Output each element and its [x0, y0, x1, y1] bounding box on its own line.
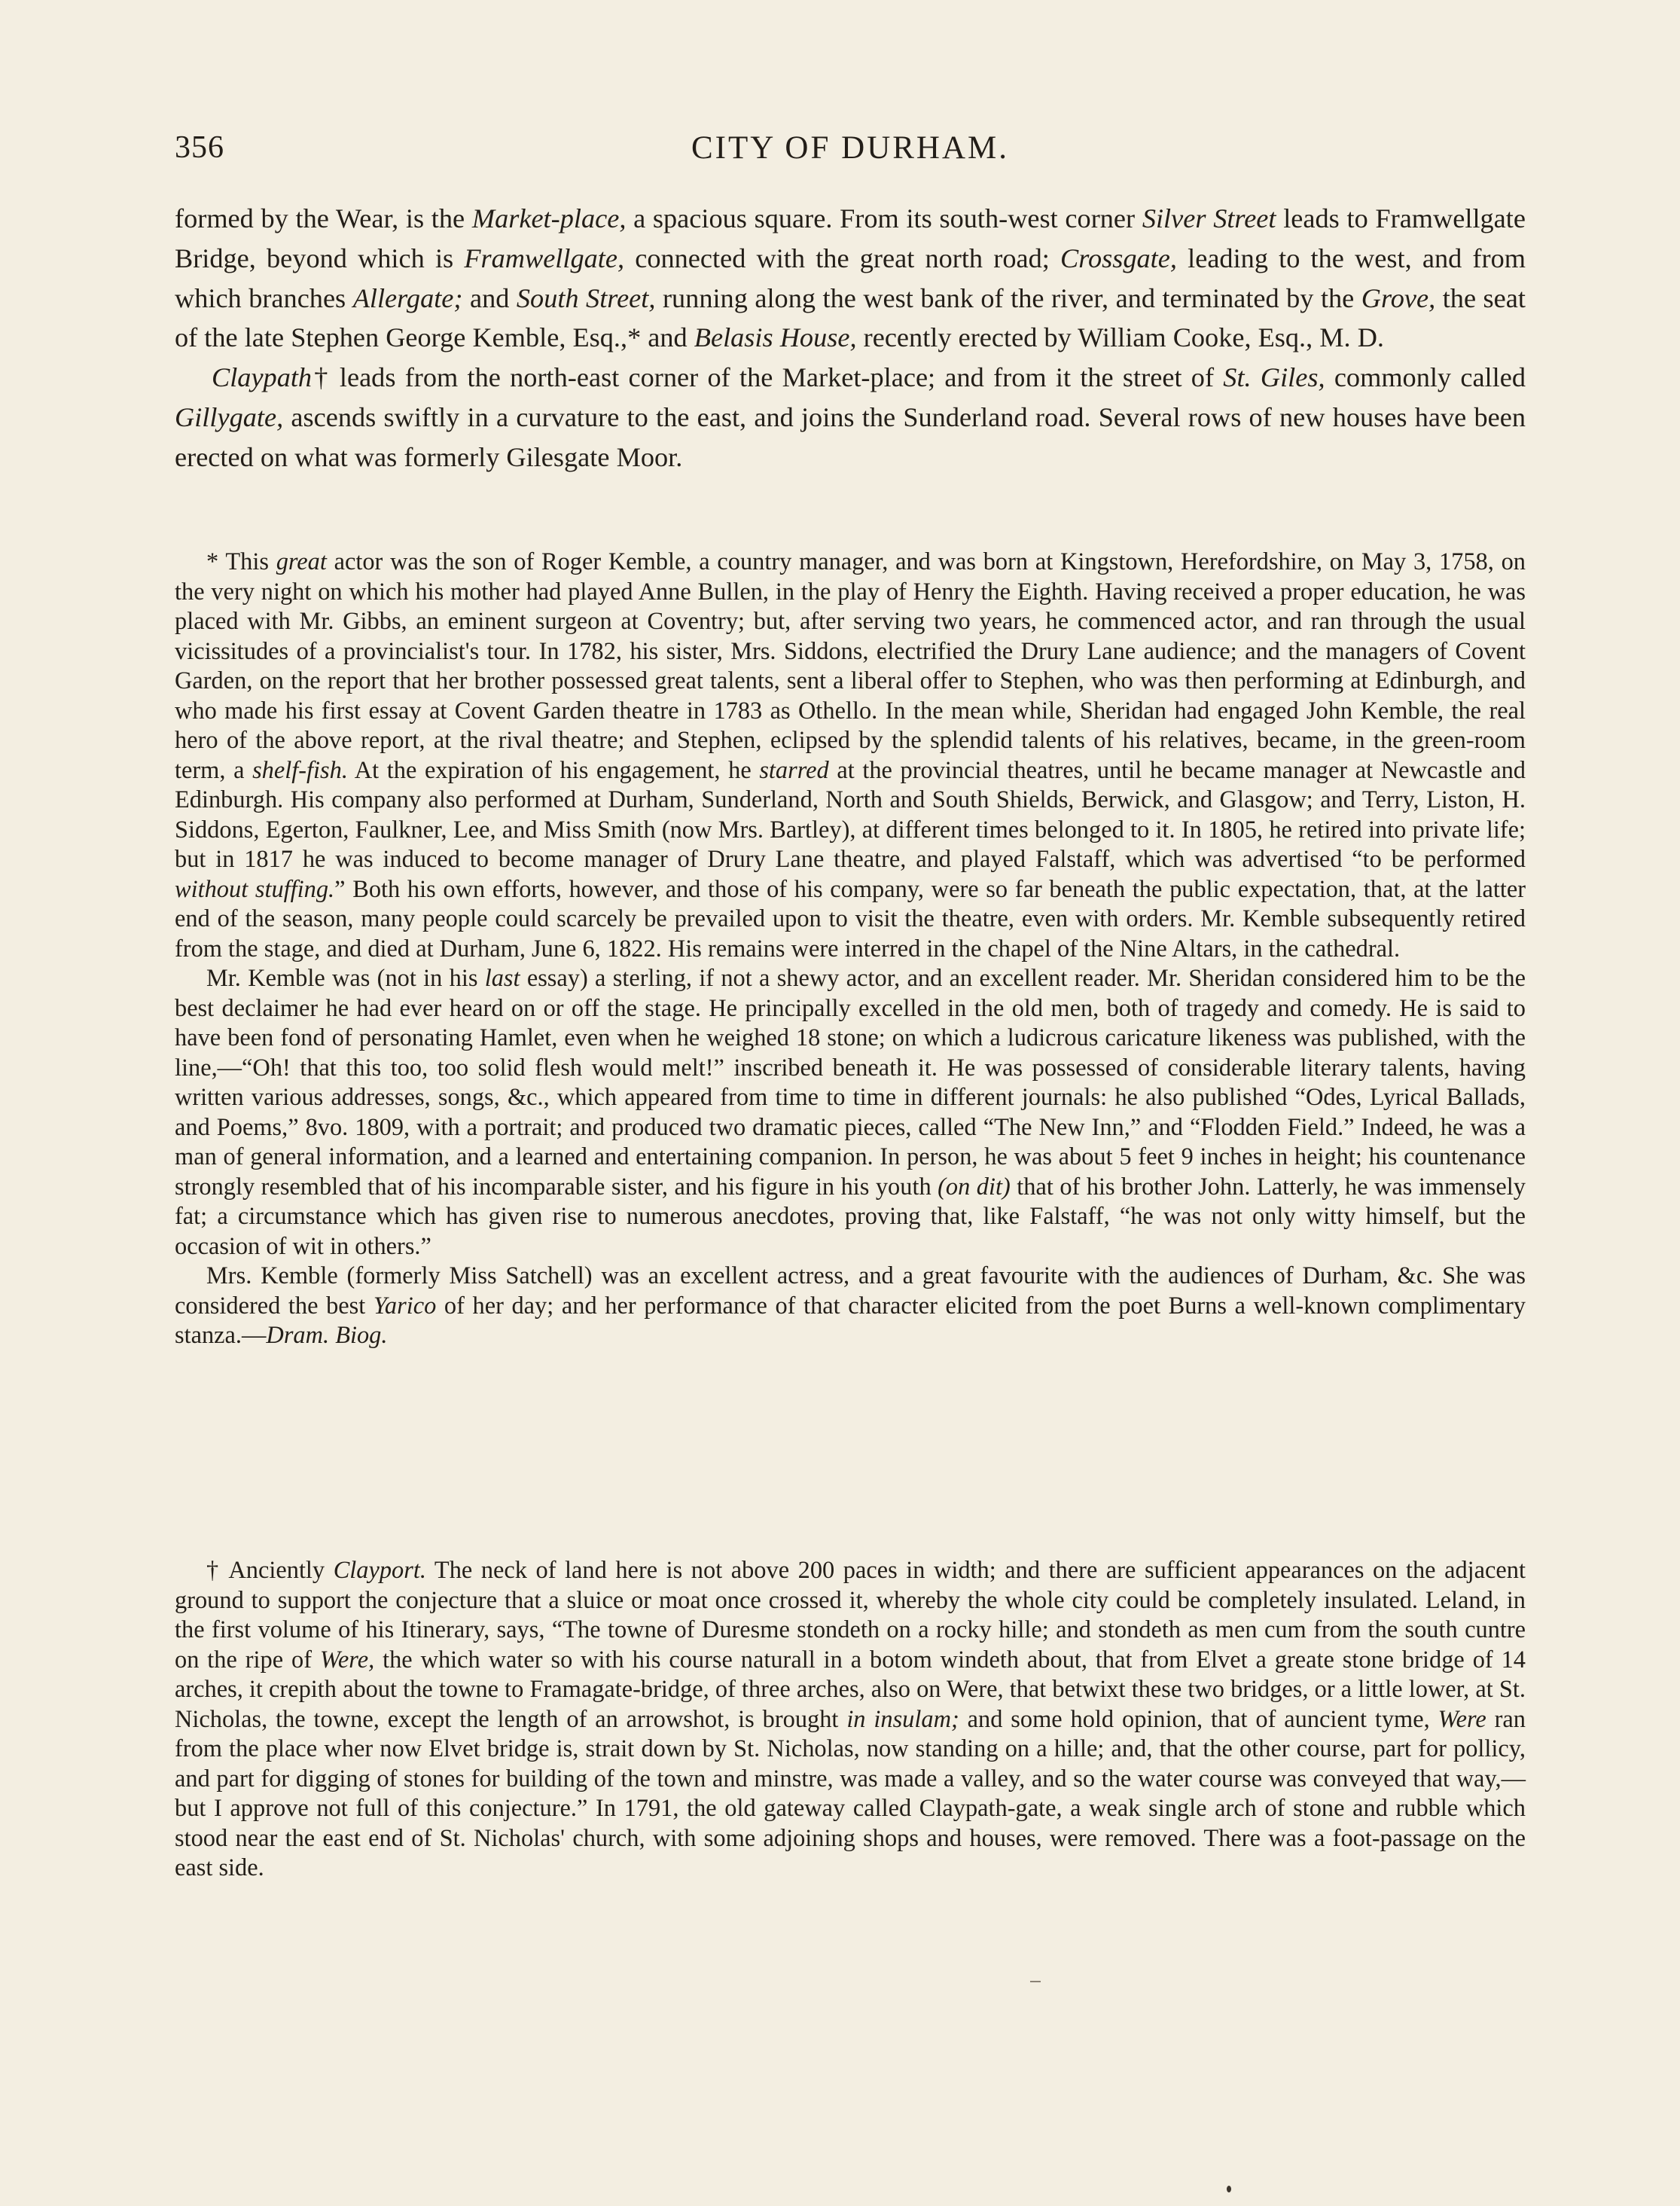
- main-text: [175, 199, 1526, 478]
- italic-run: Gillygate,: [175, 401, 284, 432]
- text-run: of her day; and her performance of that character elicited from the poet Burns a well-known complimentary stanza.—: [175, 1292, 1526, 1349]
- text-run: commonly called: [1325, 362, 1526, 393]
- italic-run: Were: [1438, 1705, 1486, 1733]
- italic-run: Market-place,: [471, 203, 627, 233]
- text-run: formed by the Wear, is the: [175, 203, 472, 233]
- main-paragraph-2: [175, 358, 1526, 477]
- text-run: † Anciently: [206, 1557, 334, 1584]
- italic-run: shelf-fish.: [252, 756, 348, 784]
- text-run: connected with the great north road;: [624, 243, 1060, 273]
- text-run: † leads from the north-east corner of the Market-place; and from it the street of: [312, 362, 1224, 393]
- italic-run: Were,: [319, 1646, 375, 1674]
- italic-run: Yarico: [373, 1292, 437, 1320]
- italic-run: (on dit): [938, 1173, 1011, 1201]
- italic-run: Grove,: [1361, 282, 1436, 313]
- italic-run: Framwellgate,: [464, 243, 625, 273]
- text-run: ran from the place wher now Elvet bridge is, strait down by St. Nicholas, now standing on a hille; and, that the other course, part for pollicy, and part for digging of stones for building of the town and minstre, was made a valley, and so the water course was conveyed that way,—but I approve not full of this conjecture.” In 1791, the old gateway called Claypath-gate, a weak single arch of stone and rubble which stood near the east end of St. Nicholas' church, with some adjoining shops and houses, were removed. There was a foot-passage on the east side.: [175, 1705, 1526, 1881]
- italic-run: Dram. Biog.: [266, 1322, 388, 1349]
- italic-run: St. Giles,: [1223, 362, 1325, 393]
- text-run: recently erected by William Cooke, Esq., M. D.: [856, 322, 1384, 353]
- running-title: CITY OF DURHAM.: [691, 130, 1010, 166]
- main-paragraph-1: [175, 199, 1526, 358]
- italic-run: Crossgate,: [1060, 243, 1177, 273]
- text-run: running along the west bank of the river, and terminated by the: [655, 282, 1361, 313]
- italic-run: last: [484, 965, 520, 992]
- footnote-paragraph-3: [175, 1262, 1526, 1351]
- text-run: the seat of the late Stephen George Kemble, Esq.,* and: [175, 282, 1526, 353]
- text-run: leads to Framwellgate Bridge, beyond which is: [175, 203, 1526, 273]
- ink-speck: [1227, 2186, 1231, 2192]
- text-run: leading to the west, and from which branches: [175, 243, 1526, 313]
- footnote-paragraph: [175, 1556, 1526, 1884]
- italic-run: starred: [759, 756, 829, 784]
- italic-run: Belasis House,: [694, 322, 857, 353]
- footnote-kemble: [175, 548, 1526, 1351]
- text-run: The neck of land here is not above 200 paces in width; and there are sufficient appearances on the adjacent ground to support the conjecture that a sluice or moat once crossed it, whereby the whole city could be completely insulated. Leland, in the first volume of his Itinerary, says, “The towne of Duresme stondeth on a rocky hille; and stondeth as men cum from the south cuntre on the ripe of: [175, 1557, 1526, 1674]
- text-run: essay) a sterling, if not a shewy actor, and an excellent reader. Mr. Sheridan considered him to be the best declaimer he had ever heard on or off the stage. He principally excelled in the old men, both of tragedy and comedy. He is said to have been fond of personating Hamlet, even when he weighed 18 stone; on which a ludicrous caricature likeness was published, with the line,—“Oh! that this too, too solid flesh would melt!” inscribed beneath it. He was possessed of considerable literary talents, having written various addresses, songs, &c., which appeared from time to time in different journals: he also published “Odes, Lyrical Ballads, and Poems,” 8vo. 1809, with a portrait; and produced two dramatic pieces, called “The New Inn,” and “Flodden Field.” Indeed, he was a man of general information, and a learned and entertaining companion. In person, he was about 5 feet 9 inches in height; his countenance strongly resembled that of his incomparable sister, and his figure in his youth: [175, 965, 1526, 1201]
- text-run: * This: [206, 548, 276, 575]
- italic-run: great: [276, 548, 327, 575]
- italic-run: without stuffing.: [175, 875, 335, 903]
- footnote-claypath: [175, 1556, 1526, 1884]
- text-run: at the provincial theatres, until he became manager at Newcastle and Edinburgh. His company also performed at Durham, Sunderland, North and South Shields, Berwick, and Glasgow; and Terry, Liston, H. Siddons, Egerton, Faulkner, Lee, and Miss Smith (now Mrs. Bartley), at different times belonged to it. In 1805, he retired into private life; but in 1817 he was induced to become manager of Drury Lane theatre, and played Falstaff, which was advertised “to be performed: [175, 756, 1526, 873]
- italic-run: Clayport.: [333, 1557, 426, 1584]
- text-run: ” Both his own efforts, however, and those of his company, were so far beneath the public expectation, that, at the latter end of the season, many people could scarcely be prevailed upon to visit the theatre, even with orders. Mr. Kemble subsequently retired from the stage, and died at Durham, June 6, 1822. His remains were interred in the chapel of the Nine Altars, in the cathedral.: [175, 875, 1526, 963]
- page-header: [175, 130, 1526, 175]
- printer-mark: [1030, 1981, 1041, 1982]
- text-run: and: [462, 282, 517, 313]
- footnote-paragraph-2: [175, 964, 1526, 1262]
- text-run: actor was the son of Roger Kemble, a country manager, and was born at Kingstown, Herefordshire, on May 3, 1758, on the very night on which his mother had played Anne Bullen, in the play of Henry the Eighth. Having received a proper education, he was placed with Mr. Gibbs, an eminent surgeon at Coventry; but, after serving two years, he commenced actor, and ran through the usual vicissitudes of a provincialist's tour. In 1782, his sister, Mrs. Siddons, electrified the Drury Lane audience; and the managers of Covent Garden, on the report that her brother possessed great talents, sent a liberal offer to Stephen, who was then performing at Edinburgh, and who made his first essay at Covent Garden theatre in 1783 as Othello. In the mean while, Sheridan had engaged John Kemble, the real hero of the above report, at the rival theatre; and Stephen, eclipsed by the splendid talents of his relatives, became, in the green-room term, a: [175, 548, 1526, 784]
- text-run: Mr. Kemble was (not in his: [206, 965, 485, 992]
- text-run: a spacious square. From its south-west corner: [626, 203, 1142, 233]
- text-run: Mrs. Kemble (formerly Miss Satchell) was an excellent actress, and a great favourite with the audiences of Durham, &c. She was considered the best: [175, 1262, 1526, 1320]
- italic-run: Allergate;: [352, 282, 463, 313]
- page-number: 356: [175, 130, 224, 165]
- text-run: the which water so with his course naturall in a botom windeth about, that from Elvet a greate stone bridge of 14 arches, it crepith about the towne to Framagate-bridge, of three arches, also on Were, that betwixt these two bridges, or a little lower, at St. Nicholas, the towne, except the length of an arrowshot, is brought: [175, 1646, 1526, 1733]
- italic-run: South Street,: [516, 282, 656, 313]
- italic-run: in insulam;: [846, 1705, 959, 1733]
- text-run: ascends swiftly in a curvature to the east, and joins the Sunderland road. Several rows of new houses have been erected on what was formerly Gilesgate Moor.: [175, 401, 1526, 472]
- italic-run: Claypath: [212, 362, 313, 393]
- footnote-paragraph-1: [175, 548, 1526, 964]
- text-run: At the expiration of his engagement, he: [347, 756, 760, 784]
- text-run: that of his brother John. Latterly, he was immensely fat; a circumstance which has given rise to numerous anecdotes, proving that, like Falstaff, “he was not only witty himself, but the occasion of wit in others.”: [175, 1173, 1526, 1260]
- text-run: and some hold opinion, that of auncient tyme,: [959, 1705, 1438, 1733]
- italic-run: Silver Street: [1142, 203, 1276, 233]
